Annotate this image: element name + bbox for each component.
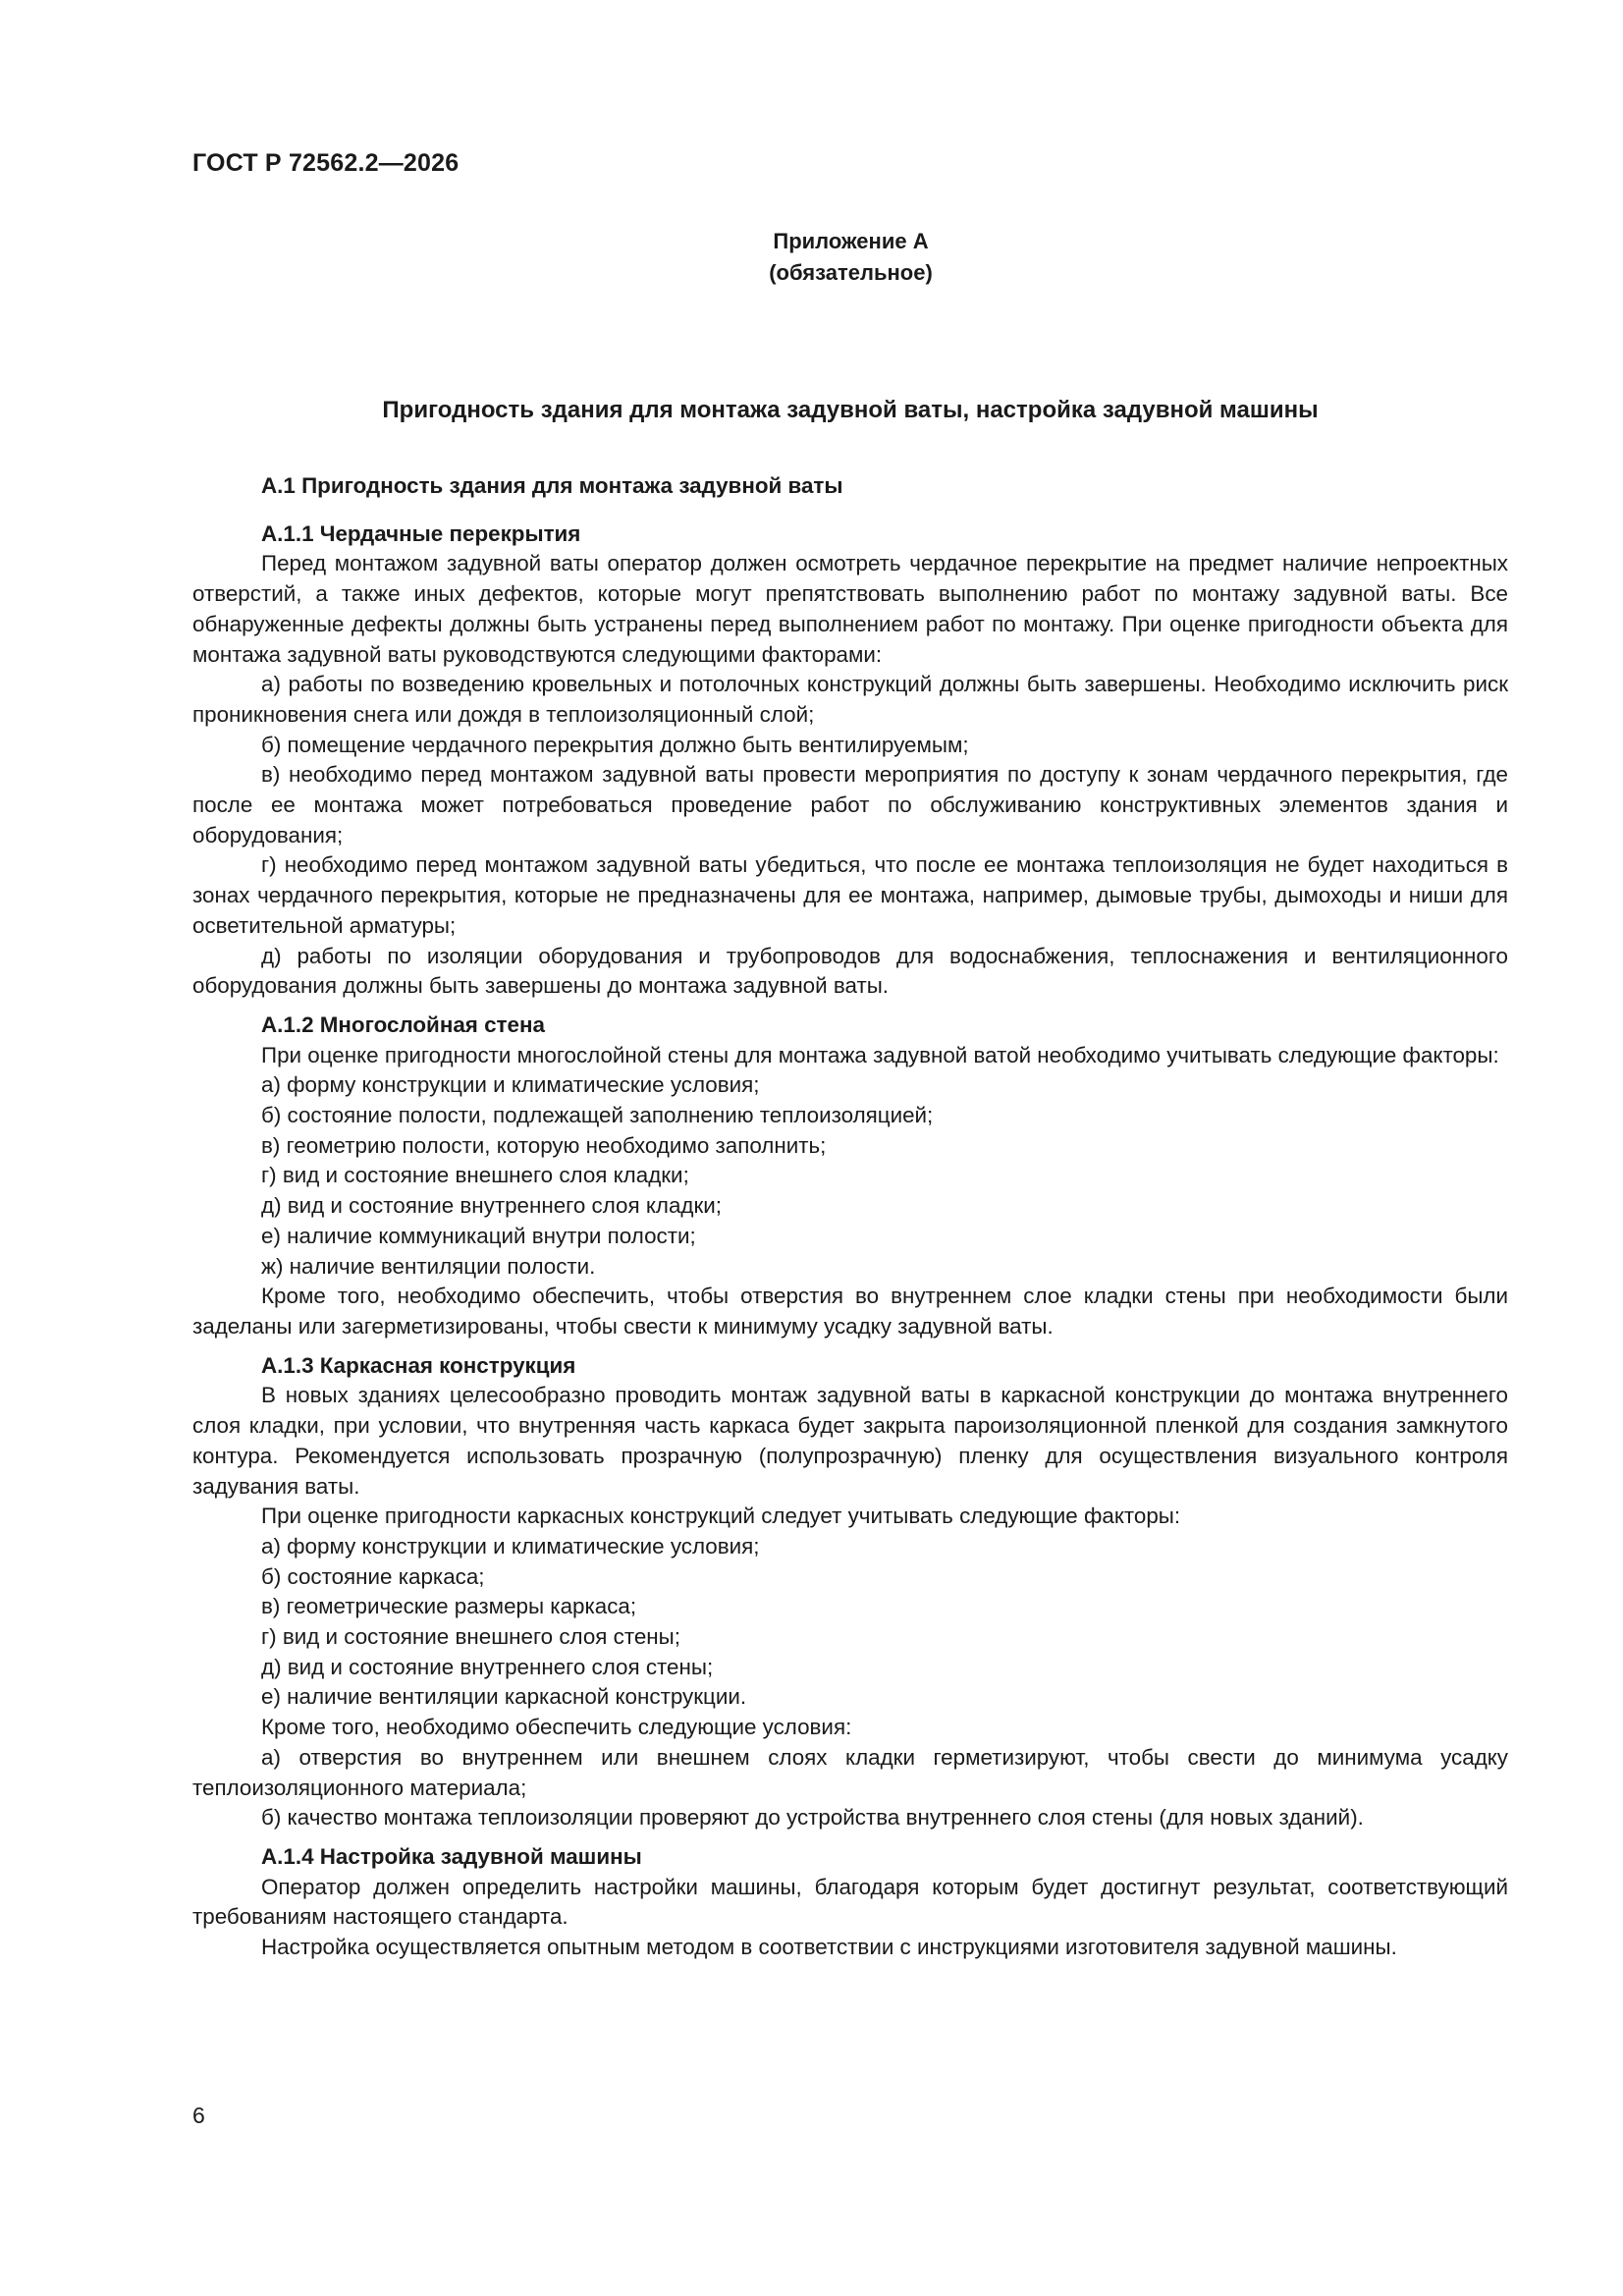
list-item: б) состояние полости, подлежащей заполнению теплоизоляцией; <box>261 1103 934 1128</box>
list-item: в) геометрические размеры каркаса; <box>261 1594 637 1619</box>
list-item: г) необходимо перед монтажом задувной ваты убедиться, что после ее монтажа теплоизоляция не будет находиться в зонах чердачного перекрытия, которые не предназначены для ее монтажа, например, дымовые трубы, дымоходы и ниши для осветительной арматуры; <box>192 852 1508 938</box>
list-item: б) состояние каркаса; <box>261 1563 485 1589</box>
list-item: а) работы по возведению кровельных и потолочных конструкций должны быть завершены. Необходимо исключить риск проникновения снега или дождя в теплоизоляционный слой; <box>192 672 1508 727</box>
list-item: в) геометрию полости, которую необходимо заполнить; <box>261 1132 827 1158</box>
section-a12-outro: Кроме того, необходимо обеспечить, чтобы отверстия во внутреннем слое кладки стены при необходимости были заделаны или загерметизированы, чтобы свести к минимуму усадку задувной ваты. <box>192 1284 1508 1339</box>
section-a12-intro: При оценке пригодности многослойной стены для монтажа задувной ватой необходимо учитывать следующие факторы: <box>261 1042 1499 1067</box>
list-item: в) необходимо перед монтажом задувной ваты провести мероприятия по доступу к зонам чердачного перекрытия, где после ее монтажа может потребоваться проведение работ по обслуживанию конструктивных элементов здания и оборудования; <box>192 762 1508 847</box>
section-a13-factors-intro: При оценке пригодности каркасных конструкций следует учитывать следующие факторы: <box>261 1503 1181 1529</box>
list-item: а) отверстия во внутреннем или внешнем слоях кладки герметизируют, чтобы свести до минимума усадку теплоизоляционного материала; <box>192 1744 1508 1800</box>
list-item: ж) наличие вентиляции полости. <box>261 1253 596 1279</box>
annex-status: (обязательное) <box>769 260 933 285</box>
list-item: д) вид и состояние внутреннего слоя кладки; <box>261 1193 722 1219</box>
page-number: 6 <box>192 2103 205 2128</box>
list-item: г) вид и состояние внешнего слоя стены; <box>261 1624 680 1650</box>
section-a1-heading: А.1 Пригодность здания для монтажа задувной ваты <box>261 473 843 498</box>
list-item: е) наличие вентиляции каркасной конструкции. <box>261 1684 747 1710</box>
section-a14-paragraph: Оператор должен определить настройки машины, благодаря которым будет достигнут результат, соответствующий требованиям настоящего стандарта. <box>192 1874 1508 1930</box>
list-item: б) помещение чердачного перекрытия должно быть вентилируемым; <box>261 732 969 757</box>
section-a11-intro: Перед монтажом задувной ваты оператор должен осмотреть чердачное перекрытие на предмет наличие непроектных отверстий, а также иных дефектов, которые могут препятствовать выполнению работ по монтажу задувной ваты. Все обнаруженные дефекты должны быть устранены перед выполнением работ по монтажу. При оценке пригодности объекта для монтажа задувной ваты руководствуются следующими факторами: <box>192 551 1508 667</box>
list-item: е) наличие коммуникаций внутри полости; <box>261 1223 696 1248</box>
annex-title: Пригодность здания для монтажа задувной ваты, настройка задувной машины <box>382 397 1319 423</box>
list-item: а) форму конструкции и климатические условия; <box>261 1533 760 1558</box>
document-body <box>192 471 1508 1963</box>
list-item: а) форму конструкции и климатические условия; <box>261 1072 760 1098</box>
section-a14-heading: А.1.4 Настройка задувной машины <box>261 1843 642 1869</box>
list-item: б) качество монтажа теплоизоляции проверяют до устройства внутреннего слоя стены (для новых зданий). <box>261 1805 1364 1831</box>
annex-label: Приложение А <box>773 229 929 253</box>
section-a13-intro: В новых зданиях целесообразно проводить монтаж задувной ваты в каркасной конструкции до монтажа внутреннего слоя кладки, при условии, что внутренняя часть каркаса будет закрыта пароизоляционной пленкой для создания замкнутого контура. Рекомендуется использовать прозрачную (полупрозрачную) пленку для осуществления визуального контроля задувания ваты. <box>192 1383 1508 1499</box>
section-a13-heading: А.1.3 Каркасная конструкция <box>261 1352 576 1378</box>
section-a13-conditions-intro: Кроме того, необходимо обеспечить следующие условия: <box>261 1715 852 1740</box>
list-item: д) вид и состояние внутреннего слоя стены; <box>261 1654 714 1679</box>
section-a12-heading: А.1.2 Многослойная стена <box>261 1011 545 1037</box>
annex-heading <box>0 226 1623 289</box>
section-a11-heading: А.1.1 Чердачные перекрытия <box>261 520 581 546</box>
list-item: д) работы по изоляции оборудования и трубопроводов для водоснабжения, теплоснажения и вентиляционного оборудования должны быть завершены до монтажа задувной ваты. <box>192 943 1508 999</box>
list-item: г) вид и состояние внешнего слоя кладки; <box>261 1163 689 1188</box>
document-code: ГОСТ Р 72562.2—2026 <box>192 149 460 177</box>
section-a14-paragraph: Настройка осуществляется опытным методом в соответствии с инструкциями изготовителя задувной машины. <box>261 1935 1397 1960</box>
